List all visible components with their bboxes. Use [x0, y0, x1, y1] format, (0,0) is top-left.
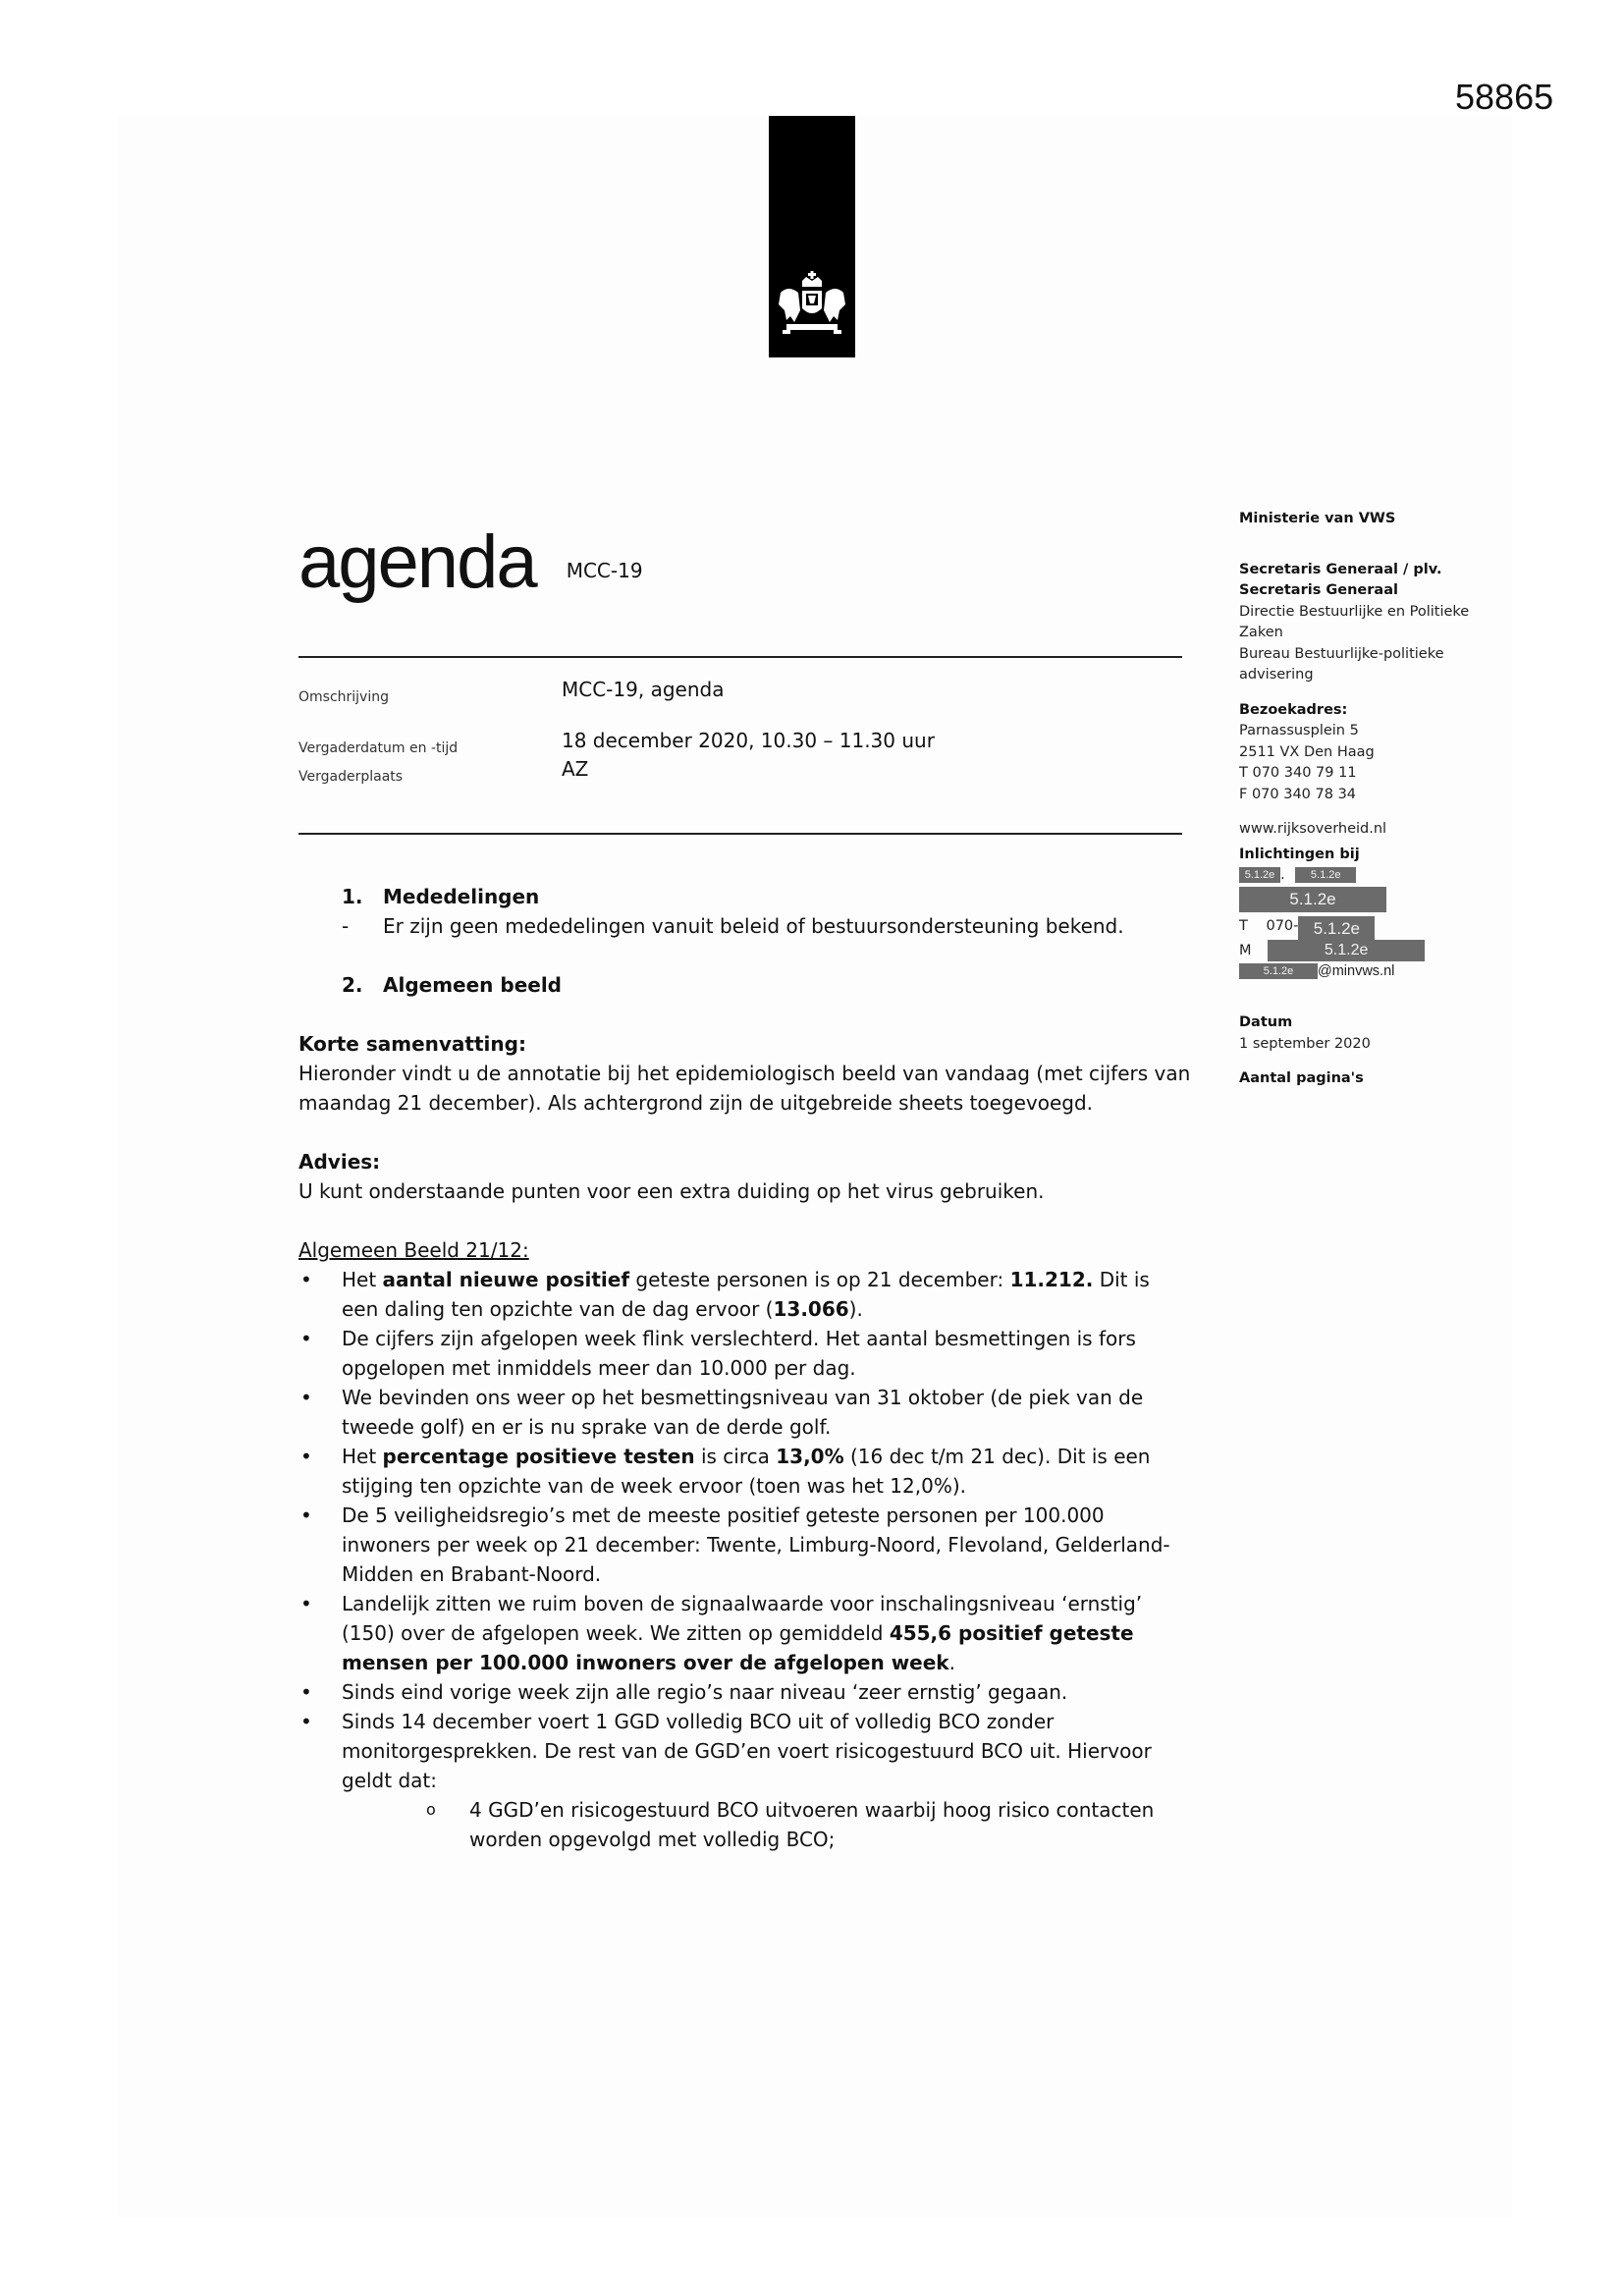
text-run: ).	[848, 1297, 863, 1321]
department: Secretaris Generaal	[1239, 582, 1398, 598]
general-picture-heading: Algemeen Beeld 21/12:	[298, 1238, 529, 1262]
bullet-item	[298, 1707, 1192, 1795]
contact-name-row: 5.1.2e . 5.1.2e	[1239, 865, 1524, 887]
redaction-box: 5.1.2e	[1295, 867, 1356, 883]
redaction-box: 5.1.2e	[1239, 963, 1318, 979]
bullet-marker: •	[300, 1386, 312, 1409]
phone-label: T	[1239, 918, 1248, 934]
text-run: De 5 veiligheidsregio’s met de meeste positief geteste personen per 100.000 inwoners per week op 21 december: Twente, Limburg-Noord, Flevoland, Gelderland-Midden en Brabant-Noord.	[342, 1503, 1170, 1586]
bullet-marker: •	[300, 1268, 312, 1291]
phone-prefix: 070-	[1266, 918, 1299, 934]
title-block	[298, 520, 643, 604]
page-count-label: Aantal pagina's	[1239, 1070, 1364, 1086]
text-run-bold: 13.066	[773, 1297, 849, 1321]
item-title: Algemeen beeld	[383, 973, 563, 997]
bullet-marker: •	[300, 1710, 312, 1733]
bullet-item	[298, 1265, 1192, 1324]
contact-email-row	[1239, 961, 1524, 983]
contact-label: Inlichtingen bij	[1239, 846, 1360, 862]
bullet-item	[298, 1324, 1192, 1383]
text-run: (16 dec t/m 21 dec). Dit is een stijging ten opzichte van de week ervoor (toen was het 12,0%).	[342, 1445, 1151, 1498]
text-run-bold: 455,6 positief geteste mensen per 100.000 inwoners over de afgelopen week	[342, 1621, 1134, 1674]
ministry-name: Ministerie van VWS	[1239, 511, 1396, 526]
bullet-marker: •	[300, 1445, 312, 1468]
text-run-bold: 13,0%	[776, 1445, 844, 1468]
text-run: Het	[342, 1445, 383, 1468]
sender-sidebar	[1239, 509, 1524, 1090]
bureau: Bureau Bestuurlijke-politieke	[1239, 645, 1444, 662]
text-run: We bevinden ons weer op het besmettingsniveau van 31 oktober (de piek van de tweede golf) en er is nu sprake van de derde golf.	[342, 1386, 1144, 1439]
text-run: De cijfers zijn afgelopen week flink verslechterd. Het aantal besmettingen is fors opgelopen met inmiddels meer dan 10.000 per dag.	[342, 1327, 1136, 1380]
address-line: 2511 VX Den Haag	[1239, 743, 1375, 760]
advice-heading: Advies:	[298, 1150, 381, 1174]
text-run-bold: 11.212.	[1009, 1268, 1094, 1291]
meta-value: AZ	[562, 757, 589, 781]
text-run: Sinds eind vorige week zijn alle regio’s naar niveau ‘zeer ernstig’ gegaan.	[342, 1680, 1068, 1704]
website-link[interactable]: www.rijksoverheid.nl	[1239, 821, 1387, 837]
directorate: Zaken	[1239, 625, 1283, 640]
text-run: Sinds 14 december voert 1 GGD volledig BCO uit of volledig BCO zonder monitorgesprekken. De rest van de GGD’en voert risicogestuurd BCO uit. Hiervoor geldt dat:	[342, 1710, 1152, 1792]
redaction-box: 5.1.2e	[1239, 867, 1280, 883]
text-run: geteste personen is op 21 december:	[629, 1268, 1010, 1291]
bullet-marker: •	[300, 1592, 312, 1615]
meta-label: Vergaderplaats	[298, 769, 404, 785]
phone-number: T 070 340 79 11	[1239, 765, 1357, 781]
email-suffix: @minvws.nl	[1318, 963, 1395, 979]
date-label: Datum	[1239, 1014, 1293, 1030]
document-number: 58865	[1455, 77, 1554, 117]
redaction-box: 5.1.2e	[1298, 916, 1375, 942]
text-run-bold: percentage positieve testen	[382, 1445, 695, 1468]
agenda-item-2-heading	[342, 970, 1192, 1000]
text-run: 4 GGD’en risicogestuurd BCO uitvoeren waarbij hoog risico contacten worden opgevolgd met volledig BCO;	[469, 1798, 1155, 1851]
meta-value: 18 december 2020, 10.30 – 11.30 uur	[562, 729, 935, 752]
summary-heading: Korte samenvatting:	[298, 1032, 526, 1056]
department: Secretaris Generaal / plv.	[1239, 561, 1442, 577]
text-run: Landelijk zitten we ruim boven de signaalwaarde voor inschalingsniveau ‘ernstig’ (150) over de afgelopen week. We zitten op gemiddeld	[342, 1592, 1143, 1645]
item-text: Er zijn geen mededelingen vanuit beleid of bestuursondersteuning bekend.	[383, 914, 1124, 938]
agenda-content	[298, 882, 1192, 1854]
item-number: 1.	[342, 885, 363, 908]
redaction-box: 5.1.2e	[1268, 940, 1425, 961]
text-run: is circa	[694, 1445, 777, 1468]
bullet-item	[298, 1677, 1192, 1707]
rijksoverheid-crest-icon	[773, 271, 851, 340]
divider-top	[298, 656, 1182, 658]
visit-address-label: Bezoekadres:	[1239, 701, 1348, 718]
text-run-bold: aantal nieuwe positief	[382, 1268, 630, 1291]
mobile-label: M	[1239, 943, 1252, 958]
contact-phone-row	[1239, 916, 1524, 940]
address-line: Parnassusplein 5	[1239, 723, 1359, 738]
redaction-box: 5.1.2e	[1239, 887, 1386, 912]
sub-bullet-marker: o	[426, 1800, 436, 1819]
bureau: advisering	[1239, 667, 1314, 683]
item-title: Mededelingen	[383, 885, 540, 908]
text-run: Dit is een daling ten opzichte van de dag ervoor (	[342, 1268, 1150, 1321]
agenda-item-1-heading	[342, 882, 1192, 911]
divider-bottom	[298, 833, 1182, 835]
meta-value: MCC-19, agenda	[562, 678, 725, 701]
text-run: Het	[342, 1268, 383, 1291]
text-run: .	[948, 1651, 955, 1674]
item-number: 2.	[342, 973, 363, 997]
date-value: 1 september 2020	[1239, 1035, 1371, 1052]
sub-bullet-item	[298, 1795, 1192, 1854]
page-subtitle: MCC-19	[566, 559, 643, 582]
meta-label: Omschrijving	[298, 689, 389, 705]
meta-label: Vergaderdatum en -tijd	[298, 740, 459, 756]
fax-number: F 070 340 78 34	[1239, 786, 1357, 802]
bullet-item	[298, 1501, 1192, 1589]
agenda-item-1-text	[342, 911, 1192, 941]
contact-mobile-row	[1239, 940, 1524, 961]
bullet-item	[298, 1383, 1192, 1442]
advice-text: U kunt onderstaande punten voor een extra duiding op het virus gebruiken.	[298, 1179, 1045, 1203]
page-title: agenda	[298, 520, 536, 604]
summary-text: Hieronder vindt u de annotatie bij het epidemiologisch beeld van vandaag (met cijfers van maandag 21 december). Als achtergrond zijn de uitgebreide sheets toegevoegd.	[298, 1062, 1191, 1115]
bullet-item	[298, 1442, 1192, 1501]
rijksoverheid-logo	[769, 116, 855, 357]
bullet-marker: •	[300, 1327, 312, 1350]
directorate: Directie Bestuurlijke en Politieke	[1239, 603, 1470, 620]
bullet-item	[298, 1589, 1192, 1677]
contact-role-row	[1239, 887, 1524, 916]
bullet-marker: •	[300, 1503, 312, 1527]
bullet-marker: •	[300, 1680, 312, 1704]
dash-marker: -	[342, 914, 350, 938]
